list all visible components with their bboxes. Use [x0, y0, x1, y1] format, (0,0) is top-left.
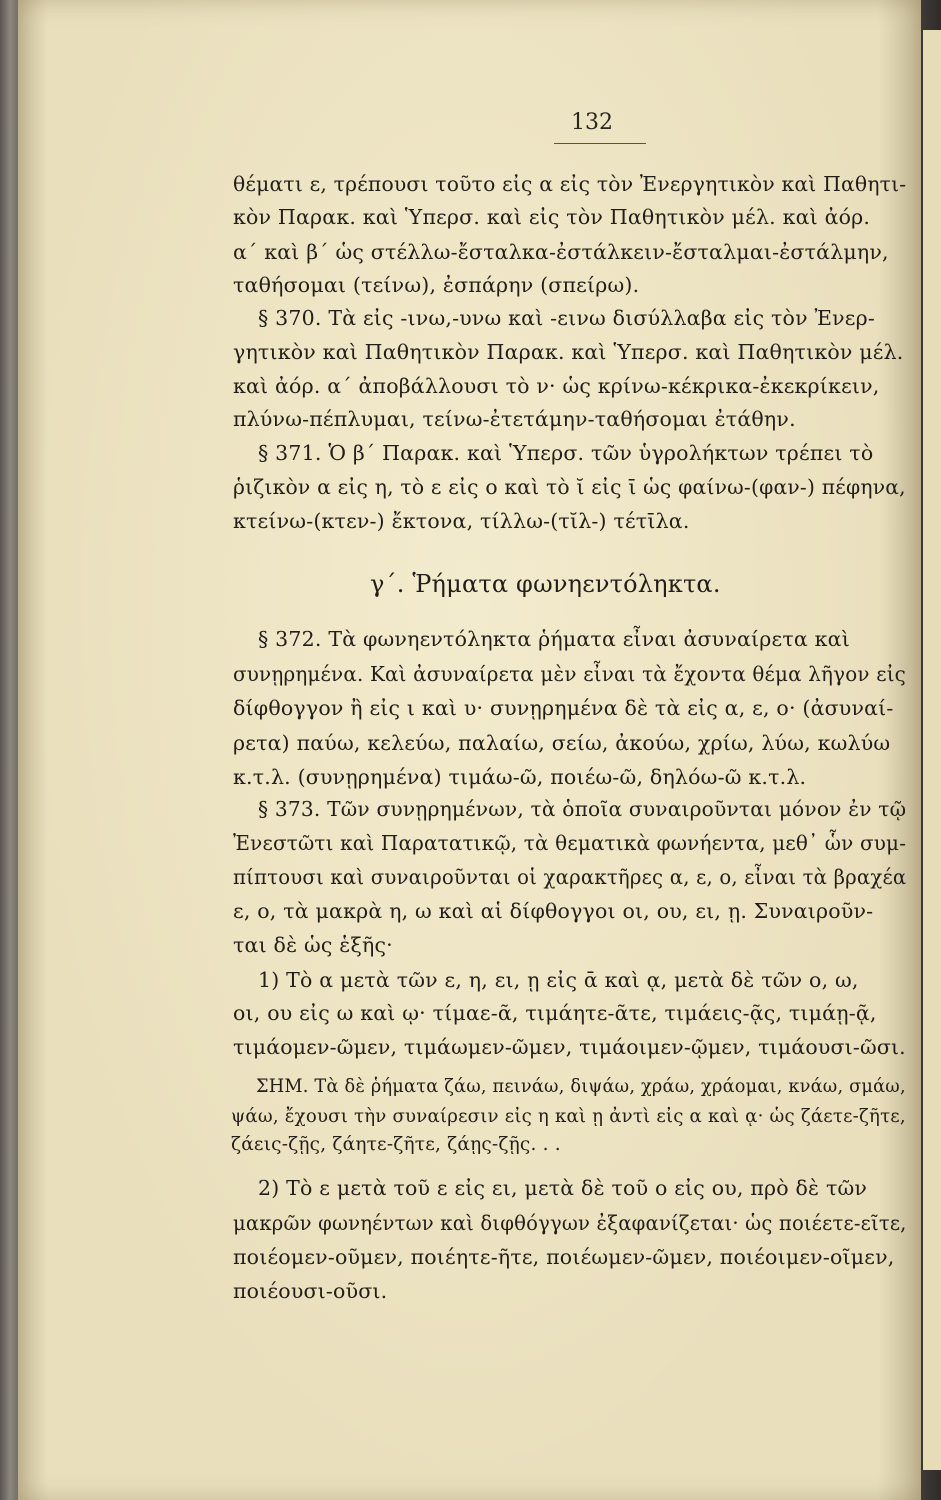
note-line-2: ψάω, ἔχουσι τὴν συναίρεσιν εἰς η καὶ ῃ ἀντὶ εἰς α καὶ ᾳ· ὡς ζάετε-ζῆτε,	[231, 1106, 906, 1127]
book-page	[18, 0, 921, 1500]
text-line-14: δίφθογγον ἢ εἰς ι καὶ υ· συνῃρημένα δὲ τὰ εἰς α, ε, ο· (ἀσυναί-	[233, 696, 894, 720]
text-line-11: κτείνω-(κτεν-) ἔκτονα, τίλλω-(τῐλ-) τέτῑλα.	[233, 509, 690, 533]
text-line-26: μακρῶν φωνηέντων καὶ διφθόγγων ἐξαφανίζεται· ὡς ποιέετε-εῖτε,	[233, 1211, 907, 1235]
text-line-20: ε, ο, τὰ μακρὰ η, ω καὶ αἱ δίφθογγοι οι, ου, ει, ῃ. Συναιροῦν-	[233, 899, 874, 923]
text-line-8: πλύνω-πέπλυμαι, τείνω-ἐτετάμην-ταθήσομαι ἐτάθην.	[233, 407, 796, 431]
page-number-rule	[554, 143, 646, 144]
text-line-6: γητικὸν καὶ Παθητικὸν Παρακ. καὶ Ὑπερσ. καὶ Παθητικὸν μέλ.	[233, 340, 904, 364]
paragraph-372-start: § 372. Τὰ φωνηεντόληκτα ῥήματα εἶναι ἀσυναίρετα καὶ	[258, 627, 850, 651]
section-heading: γ´. Ῥήματα φωνηεντόληκτα.	[370, 570, 721, 598]
rule-1-start: 1) Τὸ α μετὰ τῶν ε, η, ει, ῃ εἰς ᾱ καὶ ᾳ, μετὰ δὲ τῶν ο, ω,	[258, 968, 859, 992]
text-line-2: κὸν Παρακ. καὶ Ὑπερσ. καὶ εἰς τὸν Παθητικὸν μέλ. καὶ ἀόρ.	[233, 205, 871, 229]
text-line-13: συνῃρημένα. Καὶ ἀσυναίρετα μὲν εἶναι τὰ ἔχοντα θέμα λῆγον εἰς	[233, 662, 907, 686]
text-line-21: ται δὲ ὡς ἑξῆς·	[233, 933, 393, 957]
text-line-3: α´ καὶ β´ ὡς στέλλω-ἔσταλκα-ἐστάλκειν-ἔσταλμαι-ἐστάλμην,	[233, 240, 889, 264]
text-line-15: ρετα) παύω, κελεύω, παλαίω, σείω, ἀκούω, χρίω, λύω, κωλύω	[233, 731, 891, 755]
paragraph-371-start: § 371. Ὁ β´ Παρακ. καὶ Ὑπερσ. τῶν ὑγρολήκτων τρέπει τὸ	[258, 441, 874, 465]
text-line-23: οι, ου εἰς ω καὶ ῳ· τίμαε-ᾶ, τιμάητε-ᾶτε, τιμάεις-ᾷς, τιμάῃ-ᾷ,	[233, 1001, 877, 1025]
note-line-1: ΣΗΜ. Τὰ δὲ ῥήματα ζάω, πεινάω, διψάω, χράω, χράομαι, κνάω, σμάω,	[256, 1076, 906, 1097]
text-line-18: Ἐνεστῶτι καὶ Παρατατικῷ, τὰ θεματικὰ φωνήεντα, μεθ᾿ ὧν συμ-	[233, 831, 907, 855]
text-line-10: ῥιζικὸν α εἰς η, τὸ ε εἰς ο καὶ τὸ ῐ εἰς ῑ ὡς φαίνω-(φαν-) πέφηνα,	[233, 475, 906, 499]
text-line-28: ποιέουσι-οῦσι.	[233, 1279, 388, 1303]
text-line-1: θέματι ε, τρέπουσι τοῦτο εἰς α εἰς τὸν Ἐνεργητικὸν καὶ Παθητι-	[233, 172, 907, 196]
note-line-3: ζάεις-ζῇς, ζάητε-ζῆτε, ζάῃς-ζῇς. . .	[231, 1134, 561, 1155]
text-line-27: ποιέομεν-οῦμεν, ποιέητε-ῆτε, ποιέωμεν-ῶμεν, ποιέοιμεν-οῖμεν,	[233, 1245, 895, 1269]
text-line-24: τιμάομεν-ῶμεν, τιμάωμεν-ῶμεν, τιμάοιμεν-ῷμεν, τιμάουσι-ῶσι.	[233, 1035, 906, 1059]
paragraph-373-start: § 373. Τῶν συνῃρημένων, τὰ ὁποῖα συναιροῦνται μόνον ἐν τῷ	[258, 797, 907, 821]
text-line-16: κ.τ.λ. (συνῃρημένα) τιμάω-ῶ, ποιέω-ῶ, δηλόω-ῶ κ.τ.λ.	[233, 765, 807, 789]
rule-2-start: 2) Τὸ ε μετὰ τοῦ ε εἰς ει, μετὰ δὲ τοῦ ο εἰς ου, πρὸ δὲ τῶν	[258, 1176, 868, 1200]
page-number: 132	[571, 110, 613, 135]
text-line-19: πίπτουσι καὶ συναιροῦνται οἱ χαρακτῆρες α, ε, ο, εἶναι τὰ βραχέα	[233, 865, 907, 889]
next-page-edge	[921, 30, 941, 1470]
text-line-7: καὶ ἀόρ. α´ ἀποβάλλουσι τὸ ν· ὡς κρίνω-κέκρικα-ἐκεκρίκειν,	[233, 374, 880, 398]
text-line-4: ταθήσομαι (τείνω), ἐσπάρην (σπείρω).	[233, 273, 640, 297]
paragraph-370-start: § 370. Τὰ εἰς -ινω,-υνω καὶ -εινω δισύλλαβα εἰς τὸν Ἐνερ-	[258, 306, 875, 330]
